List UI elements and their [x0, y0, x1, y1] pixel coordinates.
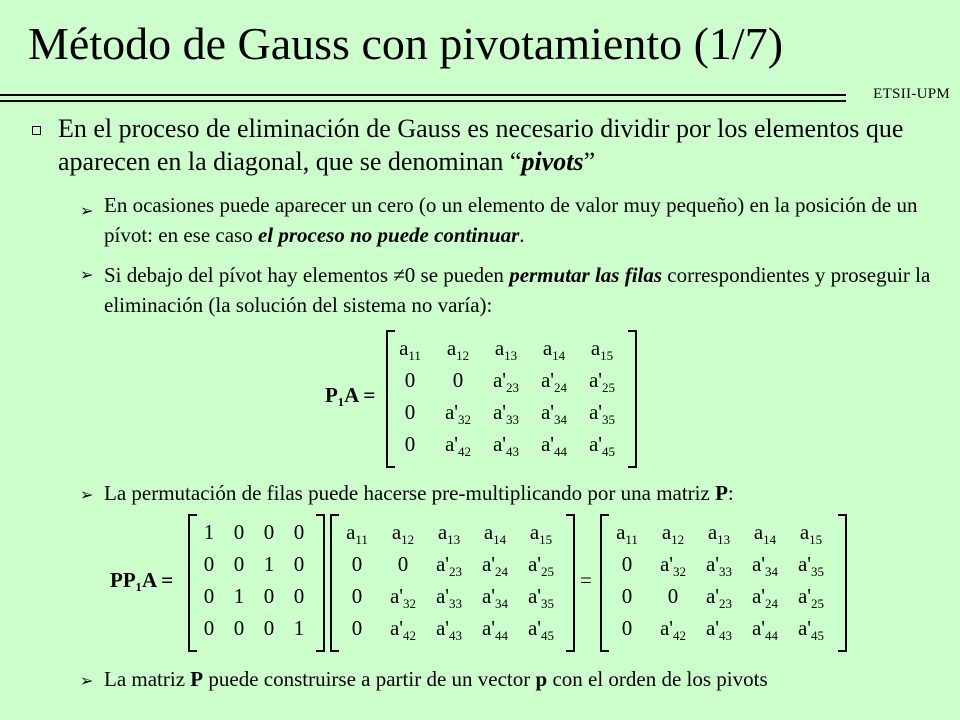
page-title: Método de Gauss con pivotamiento (1/7)	[28, 18, 784, 69]
matrix-cell: 0	[203, 552, 215, 576]
matrix-cell: 0	[293, 552, 305, 576]
matrix-cell: $a_{13}$	[494, 336, 518, 364]
matrix-cell: $a'_{24}$	[751, 584, 779, 612]
matrix-cell: $a_{13}$	[707, 520, 731, 548]
sub-point-text: En ocasiones puede aparecer un cero (o un elemento de valor muy pequeño) en la posición de un pívot: en ese caso	[104, 193, 918, 247]
matrix-cell: $a'_{32}$	[389, 584, 417, 612]
sub-point-4	[104, 664, 954, 694]
sub-point-text-end: con el orden de los pivots	[547, 667, 768, 691]
matrix-cell: 0	[351, 584, 363, 608]
matrix-cell: $a'_{32}$	[659, 552, 687, 580]
matrix-1-right-bracket	[628, 330, 637, 468]
arrow-bullet-icon: ➢	[80, 267, 94, 284]
matrix-cell: $a_{14}$	[542, 336, 566, 364]
matrix-cell: $a_{12}$	[446, 336, 470, 364]
matrix-2-right-bracket	[566, 514, 575, 652]
matrix-cell: $a'_{43}$	[492, 432, 520, 460]
matrix-cell: $a'_{43}$	[435, 616, 463, 644]
matrix-cell: 0	[621, 584, 633, 608]
matrix-cell: 0	[404, 368, 416, 392]
matrix-cell: $a'_{45}$	[588, 432, 616, 460]
matrix-cell: $a'_{42}$	[389, 616, 417, 644]
matrix-cell: 0	[293, 520, 305, 544]
matrix-cell: $a'_{25}$	[527, 552, 555, 580]
matrix-cell: $a'_{42}$	[659, 616, 687, 644]
sub-point-text-end: .	[519, 223, 525, 247]
sub-point-emphasis: el proceso no puede continuar	[257, 223, 520, 247]
sub-point-emphasis-2: p	[535, 667, 548, 691]
sub-point-1	[104, 190, 954, 250]
matrix-cell: 0	[263, 520, 275, 544]
matrix-cell: $a_{14}$	[753, 520, 777, 548]
institution-label: ETSII-UPM	[873, 86, 950, 102]
sub-point-emphasis: P	[715, 481, 728, 505]
matrix-cell: $a'_{33}$	[435, 584, 463, 612]
title-rule-bottom	[0, 100, 846, 102]
matrix-cell: 0	[667, 584, 679, 608]
matrix-cell: 1	[233, 584, 245, 608]
sub-point-emphasis: permutar las filas	[509, 263, 663, 287]
perm-matrix-right-bracket	[316, 514, 325, 652]
matrix-cell: $a_{12}$	[661, 520, 685, 548]
square-bullet-icon	[32, 126, 41, 135]
matrix-cell: $a'_{35}$	[527, 584, 555, 612]
matrix-cell: 0	[452, 368, 464, 392]
matrix-cell: $a'_{34}$	[481, 584, 509, 612]
paragraph-text: En el proceso de eliminación de Gauss es necesario dividir por los elementos que aparecen en la diagonal, que se denominan “	[58, 114, 904, 176]
matrix-cell: 0	[203, 584, 215, 608]
sub-point-text-mid: puede construirse a partir de un vector	[203, 667, 536, 691]
arrow-bullet-icon: ➢	[80, 673, 94, 690]
sub-point-text-end: :	[727, 481, 734, 505]
sub-point-text: La matriz	[104, 667, 191, 691]
matrix-cell: 0	[263, 584, 275, 608]
matrix-cell: $a_{15}$	[590, 336, 614, 364]
sub-point-text: La permutación de filas puede hacerse pre-multiplicando por una matriz	[104, 481, 716, 505]
matrix-cell: $a'_{45}$	[797, 616, 825, 644]
matrix-cell: $a'_{24}$	[481, 552, 509, 580]
matrix-cell: $a'_{42}$	[444, 432, 472, 460]
sub-point-2	[104, 260, 954, 320]
matrix-cell: $a'_{44}$	[540, 432, 568, 460]
matrix-cell: 0	[404, 432, 416, 456]
arrow-bullet-icon: ➢	[80, 487, 94, 504]
matrix-cell: $a_{11}$	[399, 336, 421, 364]
matrix-cell: 0	[293, 584, 305, 608]
matrix-cell: $a'_{32}$	[444, 400, 472, 428]
matrix-cell: $a'_{35}$	[588, 400, 616, 428]
matrix-cell: $a_{11}$	[616, 520, 638, 548]
matrix-cell: $a'_{34}$	[540, 400, 568, 428]
matrix-3-right-bracket	[838, 514, 847, 652]
matrix-cell: $a'_{34}$	[751, 552, 779, 580]
matrix-cell: $a_{13}$	[437, 520, 461, 548]
matrix-cell: $a_{14}$	[483, 520, 507, 548]
matrix-cell: 0	[233, 552, 245, 576]
sub-point-emphasis: P	[190, 667, 204, 691]
matrix-cell: $a_{15}$	[529, 520, 553, 548]
sub-point-text: Si debajo del pívot hay elementos ≠0 se pueden	[104, 263, 510, 287]
matrix-cell: $a_{15}$	[799, 520, 823, 548]
matrix-cell: $a'_{44}$	[751, 616, 779, 644]
matrix-cell: $a'_{45}$	[527, 616, 555, 644]
matrix-cell: $a'_{33}$	[492, 400, 520, 428]
title-rule-top	[0, 94, 846, 96]
sub-point-3	[104, 478, 954, 508]
matrix-cell: $a'_{24}$	[540, 368, 568, 396]
matrix-cell: $a_{11}$	[346, 520, 368, 548]
equation-2-label-text: PP₁A =	[110, 568, 174, 592]
equation-1-label-text: P₁A =	[325, 383, 376, 407]
matrix-cell: $a'_{23}$	[705, 584, 733, 612]
sub-point-text-end: correspondientes y proseguir la eliminación (la solución del sistema no varía):	[104, 263, 931, 317]
matrix-cell: $a'_{43}$	[705, 616, 733, 644]
equals-sign: =	[580, 568, 592, 592]
matrix-cell: $a_{12}$	[391, 520, 415, 548]
paragraph-text-end: ”	[583, 147, 596, 176]
main-paragraph	[58, 112, 938, 178]
matrix-cell: 0	[621, 552, 633, 576]
matrix-cell: $a'_{33}$	[705, 552, 733, 580]
matrix-cell: 0	[233, 520, 245, 544]
matrix-cell: $a'_{23}$	[492, 368, 520, 396]
matrix-cell: 1	[263, 552, 275, 576]
matrix-cell: 0	[203, 616, 215, 640]
matrix-cell: 0	[621, 616, 633, 640]
equation-2-label	[110, 568, 173, 593]
matrix-cell: $a'_{25}$	[797, 584, 825, 612]
matrix-cell: $a'_{44}$	[481, 616, 509, 644]
matrix-cell: 0	[233, 616, 245, 640]
equation-1-label	[325, 383, 375, 408]
matrix-cell: 0	[351, 552, 363, 576]
matrix-cell: 1	[293, 616, 305, 640]
matrix-cell: 1	[203, 520, 215, 544]
matrix-cell: $a'_{35}$	[797, 552, 825, 580]
matrix-cell: 0	[397, 552, 409, 576]
paragraph-emphasis: pivots	[521, 147, 584, 176]
matrix-cell: 0	[263, 616, 275, 640]
matrix-cell: 0	[404, 400, 416, 424]
matrix-cell: $a'_{25}$	[588, 368, 616, 396]
arrow-bullet-icon: ➢	[80, 203, 94, 220]
matrix-cell: $a'_{23}$	[435, 552, 463, 580]
matrix-cell: 0	[351, 616, 363, 640]
